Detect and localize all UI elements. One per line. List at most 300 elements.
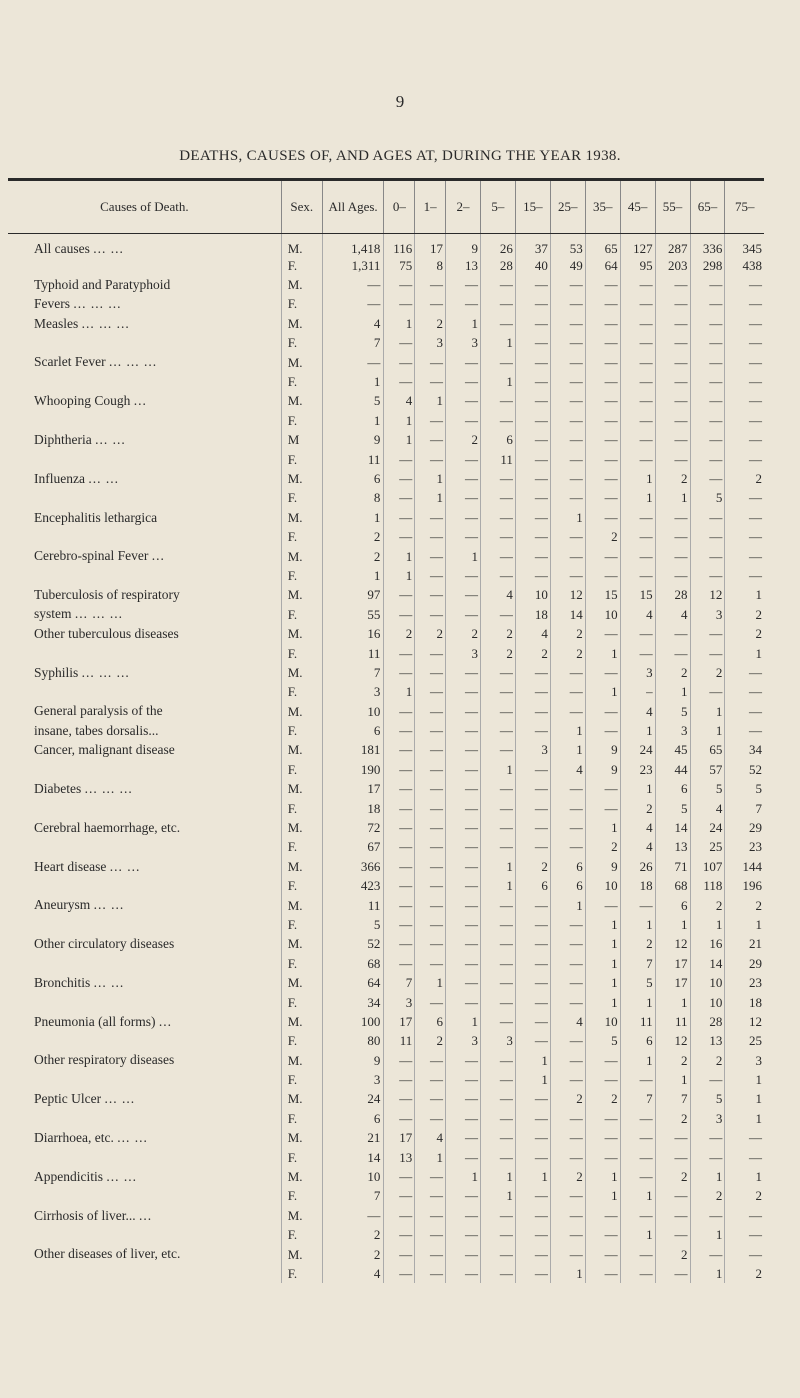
age-group-cell: — <box>384 1089 415 1108</box>
age-group-cell: — <box>384 1264 415 1283</box>
table-row <box>8 411 764 430</box>
age-group-cell: — <box>585 895 620 914</box>
column-header: 1– <box>415 180 446 234</box>
sex-cell: M. <box>281 1012 322 1031</box>
all-ages-cell: 9 <box>322 430 384 449</box>
age-group-cell: — <box>415 449 446 468</box>
age-group-cell: — <box>480 798 515 817</box>
age-group-cell: 1 <box>415 391 446 410</box>
age-group-cell: — <box>749 277 762 293</box>
age-group-cell: 2 <box>415 1031 446 1050</box>
age-group-cell: — <box>749 1246 762 1262</box>
age-group-cell: — <box>515 469 550 488</box>
age-group-cell: — <box>415 895 446 914</box>
age-group-cell: 1 <box>655 682 690 701</box>
age-group-cell: 3 <box>690 1109 725 1128</box>
leader-dots: ... ... <box>88 470 119 486</box>
age-group-cell: — <box>655 1206 690 1225</box>
column-header: 65– <box>690 180 725 234</box>
age-group-cell: — <box>749 412 762 428</box>
age-group-cell: 11 <box>620 1012 655 1031</box>
table-row <box>8 1147 764 1166</box>
age-group-cell: — <box>550 527 585 546</box>
age-group-cell: — <box>515 1244 550 1263</box>
age-group-cell: — <box>384 760 415 779</box>
age-group-cell: — <box>480 663 515 682</box>
age-group-cell: 34 <box>749 742 762 758</box>
cause-cell <box>8 585 281 604</box>
cause-label: Scarlet Fever <box>34 354 106 370</box>
age-group-cell: — <box>384 1070 415 1089</box>
age-group-cell: 116 <box>384 234 415 256</box>
age-group-cell: — <box>515 527 550 546</box>
age-group-cell: 10 <box>515 585 550 604</box>
cause-label: Fevers <box>34 296 70 312</box>
age-group-cell: — <box>690 508 725 527</box>
leader-dots: ... <box>158 1013 172 1029</box>
cause-label: Diphtheria <box>34 431 92 447</box>
sex-cell: F. <box>281 294 322 313</box>
age-group-cell: 203 <box>655 256 690 275</box>
table-row <box>8 934 764 953</box>
age-group-cell: 1 <box>480 1167 515 1186</box>
age-group-cell: — <box>384 934 415 953</box>
sex-cell: M. <box>281 973 322 992</box>
cause-cell <box>8 605 281 624</box>
age-group-cell: 6 <box>620 1031 655 1050</box>
age-group-cell: — <box>585 1128 620 1147</box>
column-header: 5– <box>480 180 515 234</box>
age-group-cell: — <box>446 740 481 759</box>
age-group-cell: — <box>384 643 415 662</box>
age-group-cell: 6 <box>550 857 585 876</box>
table-row <box>8 1012 764 1031</box>
age-group-cell: — <box>655 643 690 662</box>
age-group-cell: 17 <box>384 1012 415 1031</box>
sex-cell: M. <box>281 352 322 371</box>
age-group-cell: 7 <box>620 1089 655 1108</box>
age-group-cell: 1 <box>755 1091 762 1107</box>
age-group-cell: — <box>585 1070 620 1089</box>
cause-cell <box>8 488 281 507</box>
age-group-cell: 6 <box>415 1012 446 1031</box>
age-group-cell: — <box>655 527 690 546</box>
age-group-cell: 1 <box>415 488 446 507</box>
age-group-cell: — <box>415 779 446 798</box>
age-group-cell: 118 <box>690 876 725 895</box>
age-group-cell: — <box>690 1244 725 1263</box>
age-group-cell: 2 <box>415 624 446 643</box>
age-group-cell: — <box>384 469 415 488</box>
age-group-cell: 1 <box>755 1072 762 1088</box>
age-group-cell: — <box>585 701 620 720</box>
age-group-cell: — <box>690 682 725 701</box>
sex-cell: F. <box>281 721 322 740</box>
age-group-cell: — <box>515 1264 550 1283</box>
age-group-cell: — <box>480 740 515 759</box>
age-group-cell: — <box>415 1264 446 1283</box>
age-group-cell: 1 <box>620 1186 655 1205</box>
leader-dots: ... ... ... <box>84 780 133 796</box>
age-group-cell: 3 <box>480 1031 515 1050</box>
all-ages-cell: 6 <box>322 469 384 488</box>
sex-cell: F. <box>281 1264 322 1283</box>
age-group-cell: — <box>515 1128 550 1147</box>
sex-cell: F. <box>281 876 322 895</box>
age-group-cell: 2 <box>690 895 725 914</box>
age-group-cell: — <box>620 449 655 468</box>
age-group-cell: — <box>690 430 725 449</box>
age-group-cell: — <box>384 876 415 895</box>
age-group-cell: 13 <box>384 1147 415 1166</box>
age-group-cell: 5 <box>655 798 690 817</box>
age-group-cell: 17 <box>655 954 690 973</box>
sex-cell: M. <box>281 624 322 643</box>
age-group-cell: — <box>655 566 690 585</box>
age-group-cell: — <box>446 1128 481 1147</box>
cause-label: Syphilis <box>34 664 79 680</box>
age-group-cell: — <box>480 973 515 992</box>
age-group-cell: 2 <box>755 897 762 913</box>
age-group-cell: 1 <box>585 915 620 934</box>
age-group-cell: — <box>550 411 585 430</box>
age-group-cell: — <box>446 275 481 294</box>
age-group-cell: — <box>620 1147 655 1166</box>
age-group-cell: 5 <box>620 973 655 992</box>
age-group-cell: 15 <box>585 585 620 604</box>
table-row <box>8 643 764 662</box>
table-row <box>8 1225 764 1244</box>
age-group-cell: — <box>384 294 415 313</box>
age-group-cell: — <box>415 430 446 449</box>
all-ages-cell: 24 <box>322 1089 384 1108</box>
age-group-cell: — <box>446 876 481 895</box>
cause-cell <box>8 954 281 973</box>
age-group-cell: — <box>480 314 515 333</box>
age-group-cell: — <box>446 915 481 934</box>
age-group-cell: — <box>480 779 515 798</box>
age-group-cell: 1 <box>655 1070 690 1089</box>
age-group-cell: — <box>515 333 550 352</box>
age-group-cell: 24 <box>690 818 725 837</box>
cause-cell <box>8 643 281 662</box>
cause-cell <box>8 1206 281 1225</box>
all-ages-cell: 10 <box>322 701 384 720</box>
age-group-cell: 2 <box>655 469 690 488</box>
age-group-cell: — <box>550 837 585 856</box>
age-group-cell: — <box>550 1051 585 1070</box>
age-group-cell: 4 <box>515 624 550 643</box>
age-group-cell: — <box>550 798 585 817</box>
age-group-cell: — <box>585 1206 620 1225</box>
age-group-cell: — <box>515 954 550 973</box>
age-group-cell: — <box>585 1051 620 1070</box>
cause-label: Peptic Ulcer <box>34 1091 102 1107</box>
all-ages-cell: — <box>322 294 384 313</box>
age-group-cell: 4 <box>550 1012 585 1031</box>
age-group-cell: 2 <box>550 1167 585 1186</box>
table-row <box>8 314 764 333</box>
age-group-cell: — <box>620 1206 655 1225</box>
cause-cell <box>8 1031 281 1050</box>
cause-cell <box>8 1070 281 1089</box>
cause-label: Cerebral haemorrhage, etc. <box>34 819 181 835</box>
age-group-cell: — <box>480 1051 515 1070</box>
age-group-cell: — <box>415 527 446 546</box>
age-group-cell: 1 <box>755 1169 762 1185</box>
cause-cell <box>8 508 281 527</box>
sex-cell: M. <box>281 663 322 682</box>
cause-cell <box>8 1147 281 1166</box>
age-group-cell: 144 <box>742 858 762 874</box>
table-row <box>8 857 764 876</box>
all-ages-cell: 11 <box>322 895 384 914</box>
table-row <box>8 798 764 817</box>
age-group-cell: — <box>585 294 620 313</box>
table-row <box>8 508 764 527</box>
age-group-cell: 1 <box>585 1167 620 1186</box>
age-group-cell: 44 <box>655 760 690 779</box>
all-ages-cell: 3 <box>322 1070 384 1089</box>
age-group-cell: — <box>620 895 655 914</box>
age-group-cell: — <box>415 372 446 391</box>
age-group-cell: — <box>415 663 446 682</box>
age-group-cell: — <box>480 352 515 371</box>
table-row <box>8 566 764 585</box>
age-group-cell: — <box>446 663 481 682</box>
age-group-cell: 1 <box>585 973 620 992</box>
age-group-cell: 1 <box>755 916 762 932</box>
age-group-cell: — <box>480 605 515 624</box>
age-group-cell: — <box>585 1109 620 1128</box>
age-group-cell: 18 <box>749 994 762 1010</box>
age-group-cell: — <box>480 1109 515 1128</box>
cause-cell <box>8 430 281 449</box>
table-row <box>8 837 764 856</box>
age-group-cell: — <box>480 1012 515 1031</box>
sex-cell: F. <box>281 643 322 662</box>
age-group-cell: 1 <box>585 1186 620 1205</box>
table-row <box>8 682 764 701</box>
age-group-cell: 1 <box>620 779 655 798</box>
age-group-cell: — <box>384 895 415 914</box>
age-group-cell: — <box>655 294 690 313</box>
cause-cell <box>8 740 281 759</box>
age-group-cell: 1 <box>585 643 620 662</box>
age-group-cell: 1 <box>384 682 415 701</box>
age-group-cell: 1 <box>585 992 620 1011</box>
sex-cell: F. <box>281 954 322 973</box>
age-group-cell: — <box>550 1109 585 1128</box>
table-row <box>8 449 764 468</box>
age-group-cell: — <box>415 857 446 876</box>
sex-cell: F. <box>281 1070 322 1089</box>
age-group-cell: 21 <box>749 936 762 952</box>
age-group-cell: — <box>620 1109 655 1128</box>
age-group-cell: — <box>384 605 415 624</box>
cause-cell <box>8 391 281 410</box>
age-group-cell: — <box>446 837 481 856</box>
cause-label: Influenza <box>34 470 85 486</box>
age-group-cell: — <box>446 411 481 430</box>
age-group-cell: — <box>749 723 762 739</box>
age-group-cell: — <box>585 449 620 468</box>
age-group-cell: 13 <box>655 837 690 856</box>
age-group-cell: — <box>620 314 655 333</box>
age-group-cell: — <box>585 508 620 527</box>
age-group-cell: — <box>550 1128 585 1147</box>
age-group-cell: 16 <box>690 934 725 953</box>
sex-cell: F. <box>281 837 322 856</box>
age-group-cell: 24 <box>620 740 655 759</box>
age-group-cell: — <box>620 508 655 527</box>
table-row <box>8 818 764 837</box>
table-row <box>8 895 764 914</box>
age-group-cell: — <box>384 585 415 604</box>
table-row <box>8 954 764 973</box>
age-group-cell: — <box>620 1070 655 1089</box>
age-group-cell: — <box>550 430 585 449</box>
sex-cell: M. <box>281 1128 322 1147</box>
age-group-cell: — <box>655 333 690 352</box>
age-group-cell: — <box>585 372 620 391</box>
table-row <box>8 1089 764 1108</box>
leader-dots: ... ... ... <box>73 296 122 312</box>
age-group-cell: 1 <box>690 701 725 720</box>
age-group-cell: — <box>550 1070 585 1089</box>
age-group-cell: — <box>749 1227 762 1243</box>
age-group-cell: — <box>384 915 415 934</box>
age-group-cell: 28 <box>690 1012 725 1031</box>
age-group-cell: — <box>690 449 725 468</box>
age-group-cell: 438 <box>742 257 762 273</box>
age-group-cell: — <box>446 1206 481 1225</box>
age-group-cell: — <box>446 1070 481 1089</box>
age-group-cell: 7 <box>384 973 415 992</box>
age-group-cell: — <box>749 315 762 331</box>
table-body <box>8 234 764 1284</box>
age-group-cell: — <box>655 1225 690 1244</box>
age-group-cell: 1 <box>415 973 446 992</box>
age-group-cell: 3 <box>655 721 690 740</box>
age-group-cell: — <box>446 798 481 817</box>
age-group-cell: 37 <box>515 234 550 256</box>
age-group-cell: 28 <box>480 256 515 275</box>
age-group-cell: — <box>655 275 690 294</box>
table-row <box>8 391 764 410</box>
age-group-cell: 1 <box>384 430 415 449</box>
age-group-cell: — <box>655 411 690 430</box>
age-group-cell: — <box>585 1244 620 1263</box>
age-group-cell: 71 <box>655 857 690 876</box>
age-group-cell: — <box>749 567 762 583</box>
age-group-cell: — <box>620 411 655 430</box>
age-group-cell: — <box>384 1206 415 1225</box>
age-group-cell: — <box>446 469 481 488</box>
cause-label: insane, tabes dorsalis... <box>34 722 159 738</box>
cause-cell <box>8 934 281 953</box>
age-group-cell: 4 <box>655 605 690 624</box>
age-group-cell: — <box>415 992 446 1011</box>
table-row <box>8 1031 764 1050</box>
column-header: 45– <box>620 180 655 234</box>
age-group-cell: — <box>515 1012 550 1031</box>
leader-dots: ... ... ... <box>81 315 130 331</box>
age-group-cell: — <box>515 1147 550 1166</box>
age-group-cell: — <box>415 1109 446 1128</box>
all-ages-cell: 366 <box>322 857 384 876</box>
sex-cell: M. <box>281 1089 322 1108</box>
age-group-cell: — <box>585 624 620 643</box>
age-group-cell: 1 <box>515 1167 550 1186</box>
age-group-cell: — <box>550 469 585 488</box>
cause-label: Diabetes <box>34 780 82 796</box>
table-row <box>8 1206 764 1225</box>
sex-cell: M. <box>281 1244 322 1263</box>
all-ages-cell: 64 <box>322 973 384 992</box>
age-group-cell: 25 <box>690 837 725 856</box>
age-group-cell: 2 <box>755 626 762 642</box>
leader-dots: ... ... ... <box>74 606 124 622</box>
all-ages-cell: — <box>322 352 384 371</box>
age-group-cell: — <box>620 275 655 294</box>
sex-cell: F. <box>281 372 322 391</box>
sex-cell: F. <box>281 992 322 1011</box>
age-group-cell: 1 <box>446 314 481 333</box>
age-group-cell: 10 <box>690 973 725 992</box>
age-group-cell: — <box>690 1147 725 1166</box>
sex-cell: M. <box>281 234 322 256</box>
age-group-cell: 64 <box>585 256 620 275</box>
age-group-cell: — <box>585 430 620 449</box>
age-group-cell: 75 <box>384 256 415 275</box>
age-group-cell: — <box>515 488 550 507</box>
sex-cell: M. <box>281 585 322 604</box>
age-group-cell: — <box>515 1089 550 1108</box>
age-group-cell: — <box>655 1128 690 1147</box>
age-group-cell: — <box>446 1225 481 1244</box>
leader-dots: ... ... <box>95 431 126 447</box>
all-ages-cell: 4 <box>322 314 384 333</box>
sex-cell: M. <box>281 934 322 953</box>
age-group-cell: 14 <box>655 818 690 837</box>
age-group-cell: — <box>585 566 620 585</box>
age-group-cell: — <box>550 1244 585 1263</box>
age-group-cell: 12 <box>690 585 725 604</box>
cause-label: Cerebro-spinal Fever <box>34 548 149 564</box>
cause-cell <box>8 314 281 333</box>
age-group-cell: 2 <box>550 624 585 643</box>
cause-cell <box>8 411 281 430</box>
age-group-cell: — <box>620 624 655 643</box>
sex-cell: F. <box>281 798 322 817</box>
age-group-cell: 17 <box>655 973 690 992</box>
age-group-cell: — <box>550 701 585 720</box>
table-row <box>8 915 764 934</box>
sex-cell: M <box>281 430 322 449</box>
sex-cell: F. <box>281 1186 322 1205</box>
age-group-cell: — <box>690 566 725 585</box>
age-group-cell: — <box>585 779 620 798</box>
age-group-cell: — <box>446 818 481 837</box>
age-group-cell: 1 <box>480 876 515 895</box>
age-group-cell: — <box>515 1109 550 1128</box>
age-group-cell: 1 <box>755 645 762 661</box>
age-group-cell: — <box>690 1206 725 1225</box>
age-group-cell: 11 <box>480 449 515 468</box>
age-group-cell: 2 <box>655 1051 690 1070</box>
age-group-cell: 7 <box>655 1089 690 1108</box>
